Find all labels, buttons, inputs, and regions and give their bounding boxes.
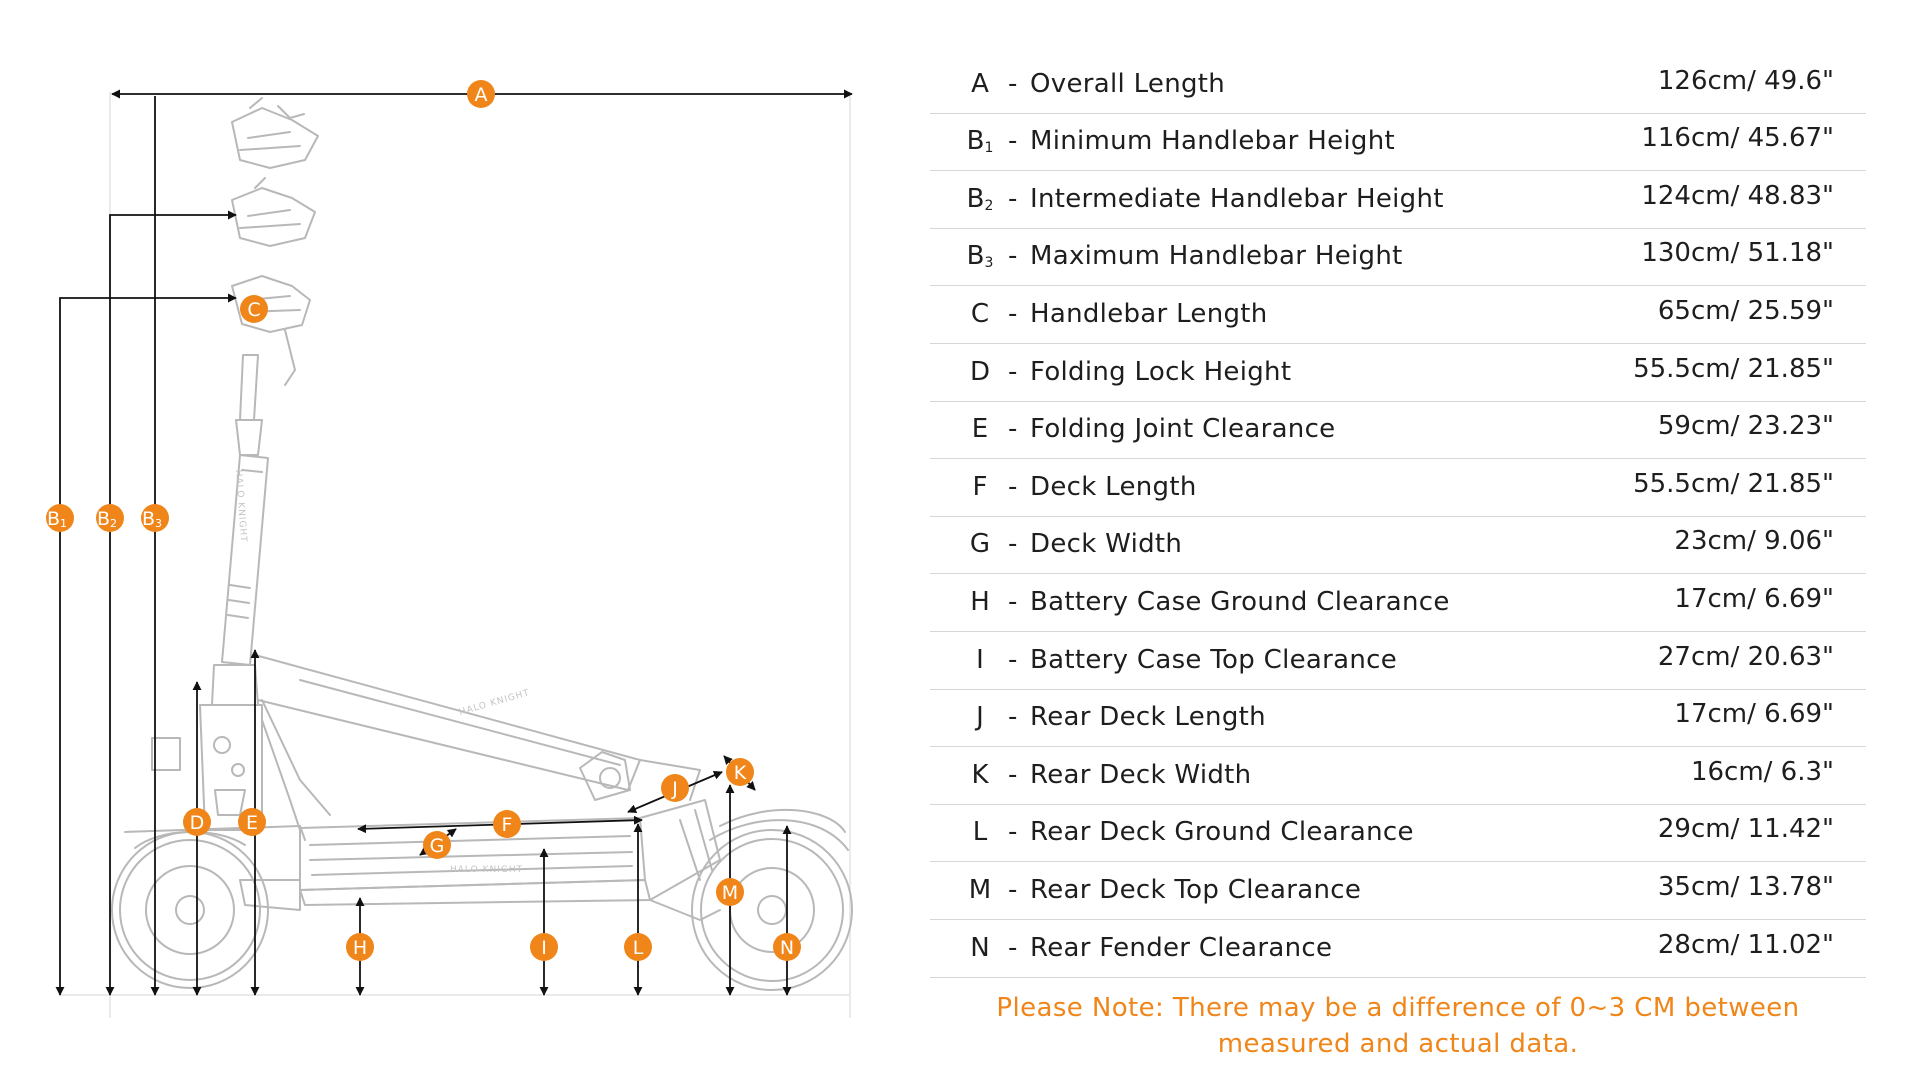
spec-dash: - (1008, 817, 1018, 848)
spec-value: 126cm/ 49.6" (1657, 65, 1834, 96)
svg-text:E: E (245, 812, 259, 834)
spec-value: 124cm/ 48.83" (1641, 180, 1834, 211)
svg-text:G: G (429, 835, 445, 857)
spec-name: Rear Deck Top Clearance (1030, 874, 1362, 905)
marker-M (716, 878, 744, 906)
spec-row (930, 747, 1866, 805)
svg-text:I: I (541, 937, 547, 959)
spec-row (930, 574, 1866, 632)
spec-letter: E (971, 414, 989, 445)
spec-letter: C (970, 298, 990, 329)
spec-row (930, 229, 1866, 287)
spec-name: Deck Width (1030, 529, 1183, 560)
spec-name: Handlebar Length (1030, 298, 1268, 329)
spec-value: 55.5cm/ 21.85" (1633, 353, 1834, 384)
note-line-1: Please Note: There may be a difference of 0~3 CM between (996, 993, 1800, 1023)
spec-row (930, 459, 1866, 517)
spec-letter: N (970, 932, 990, 963)
spec-row (930, 402, 1866, 460)
spec-letter: H (970, 586, 990, 617)
spec-letter: M (968, 874, 992, 905)
spec-name: Maximum Handlebar Height (1030, 241, 1403, 272)
spec-value: 28cm/ 11.02" (1657, 929, 1834, 960)
spec-row (930, 805, 1866, 863)
frame-brand-text: HALO KNIGHT (458, 688, 532, 718)
spec-name: Minimum Handlebar Height (1030, 126, 1395, 157)
spec-dash: - (1008, 298, 1018, 329)
spec-dash: - (1008, 356, 1018, 387)
spec-dash: - (1008, 644, 1018, 675)
spec-dash: - (1008, 702, 1018, 733)
spec-row (930, 632, 1866, 690)
dimension-markers (46, 80, 801, 961)
scooter-labels (233, 470, 531, 875)
spec-letter: $B_1$ (966, 126, 994, 157)
spec-dash: - (1008, 183, 1018, 214)
spec-letter: J (976, 702, 984, 733)
frame-arm (255, 655, 700, 830)
marker-L (624, 933, 652, 961)
svg-text:K: K (733, 762, 747, 784)
spec-name: Rear Deck Ground Clearance (1030, 817, 1414, 848)
spec-dash: - (1008, 529, 1018, 560)
svg-text:M: M (721, 882, 739, 904)
spec-name: Folding Joint Clearance (1030, 414, 1336, 445)
deck (240, 800, 720, 920)
spec-value: 130cm/ 51.18" (1641, 238, 1834, 269)
note-line-2: measured and actual data. (1217, 1029, 1579, 1059)
spec-value: 65cm/ 25.59" (1657, 295, 1834, 326)
marker-N (773, 933, 801, 961)
spec-value: 23cm/ 9.06" (1674, 526, 1834, 557)
spec-row (930, 344, 1866, 402)
marker-E (238, 808, 266, 836)
spec-dash: - (1008, 241, 1018, 272)
spec-value: 116cm/ 45.67" (1641, 123, 1834, 154)
spec-row (930, 286, 1866, 344)
spec-letter: $B_3$ (966, 241, 994, 272)
spec-letter: L (972, 817, 988, 848)
spec-row (930, 517, 1866, 575)
svg-text:A: A (474, 84, 488, 106)
deck-brand-text: HALO KNIGHT (450, 865, 524, 875)
svg-text:N: N (779, 937, 795, 959)
spec-letter: $B_2$ (966, 183, 994, 214)
spec-value: 29cm/ 11.42" (1657, 814, 1834, 845)
dimension-lines (60, 94, 852, 995)
spec-dash: - (1008, 586, 1018, 617)
spec-dash: - (1008, 471, 1018, 502)
spec-name: Battery Case Top Clearance (1030, 644, 1398, 675)
marker-A (467, 80, 495, 108)
marker-K (726, 758, 754, 786)
marker-G (423, 831, 451, 859)
spec-name: Deck Length (1030, 471, 1197, 502)
spec-name: Rear Deck Width (1030, 759, 1252, 790)
spec-letter: I (976, 644, 984, 675)
svg-text:B3: B3 (141, 508, 163, 530)
spec-name: Rear Fender Clearance (1030, 932, 1333, 963)
spec-dash: - (1008, 759, 1018, 790)
measurement-note (930, 990, 1866, 1062)
spec-name: Intermediate Handlebar Height (1030, 183, 1444, 214)
marker-B1 (46, 504, 74, 532)
spec-row (930, 920, 1866, 978)
scooter-sketch (112, 98, 852, 990)
marker-F (493, 810, 521, 838)
spec-row (930, 114, 1866, 172)
svg-text:F: F (501, 814, 513, 836)
marker-D (183, 808, 211, 836)
spec-value: 17cm/ 6.69" (1674, 699, 1834, 730)
stem-brand-text: HALO KNIGHT (233, 469, 249, 544)
spec-letter: G (969, 529, 991, 560)
spec-value: 35cm/ 13.78" (1657, 871, 1834, 902)
marker-I (530, 933, 558, 961)
svg-text:J: J (672, 778, 678, 800)
spec-value: 55.5cm/ 21.85" (1633, 468, 1834, 499)
dimension-B2-line (110, 215, 236, 995)
svg-text:H: H (352, 937, 368, 959)
spec-name: Overall Length (1030, 68, 1226, 99)
marker-J (661, 774, 689, 802)
spec-value: 16cm/ 6.3" (1690, 756, 1834, 787)
svg-text:B1: B1 (46, 508, 68, 530)
rear-wheel (692, 810, 852, 990)
marker-B3 (141, 504, 169, 532)
spec-letter: A (971, 68, 989, 99)
spec-dash: - (1008, 414, 1018, 445)
svg-text:B2: B2 (96, 508, 118, 530)
spec-name: Folding Lock Height (1030, 356, 1292, 387)
marker-B2 (96, 504, 124, 532)
dimension-B1-line (60, 298, 236, 995)
spec-value: 17cm/ 6.69" (1674, 583, 1834, 614)
spec-row (930, 690, 1866, 748)
marker-H (346, 933, 374, 961)
spec-letter: K (971, 759, 989, 790)
spec-value: 27cm/ 20.63" (1657, 641, 1834, 672)
spec-dash: - (1008, 126, 1018, 157)
svg-text:D: D (189, 812, 205, 834)
spec-table (930, 56, 1866, 978)
spec-row (930, 171, 1866, 229)
spec-name: Battery Case Ground Clearance (1030, 586, 1450, 617)
svg-text:C: C (247, 299, 261, 321)
handlebar-stem (152, 355, 268, 830)
spec-dash: - (1008, 68, 1018, 99)
svg-text:L: L (632, 937, 644, 959)
spec-letter: F (972, 471, 988, 502)
marker-C (240, 295, 268, 323)
spec-letter: D (969, 356, 991, 387)
spec-dash: - (1008, 874, 1018, 905)
spec-row (930, 862, 1866, 920)
spec-dash: - (1008, 932, 1018, 963)
spec-value: 59cm/ 23.23" (1657, 411, 1834, 442)
spec-row (930, 56, 1866, 114)
spec-name: Rear Deck Length (1030, 702, 1266, 733)
handlebars (232, 98, 318, 385)
